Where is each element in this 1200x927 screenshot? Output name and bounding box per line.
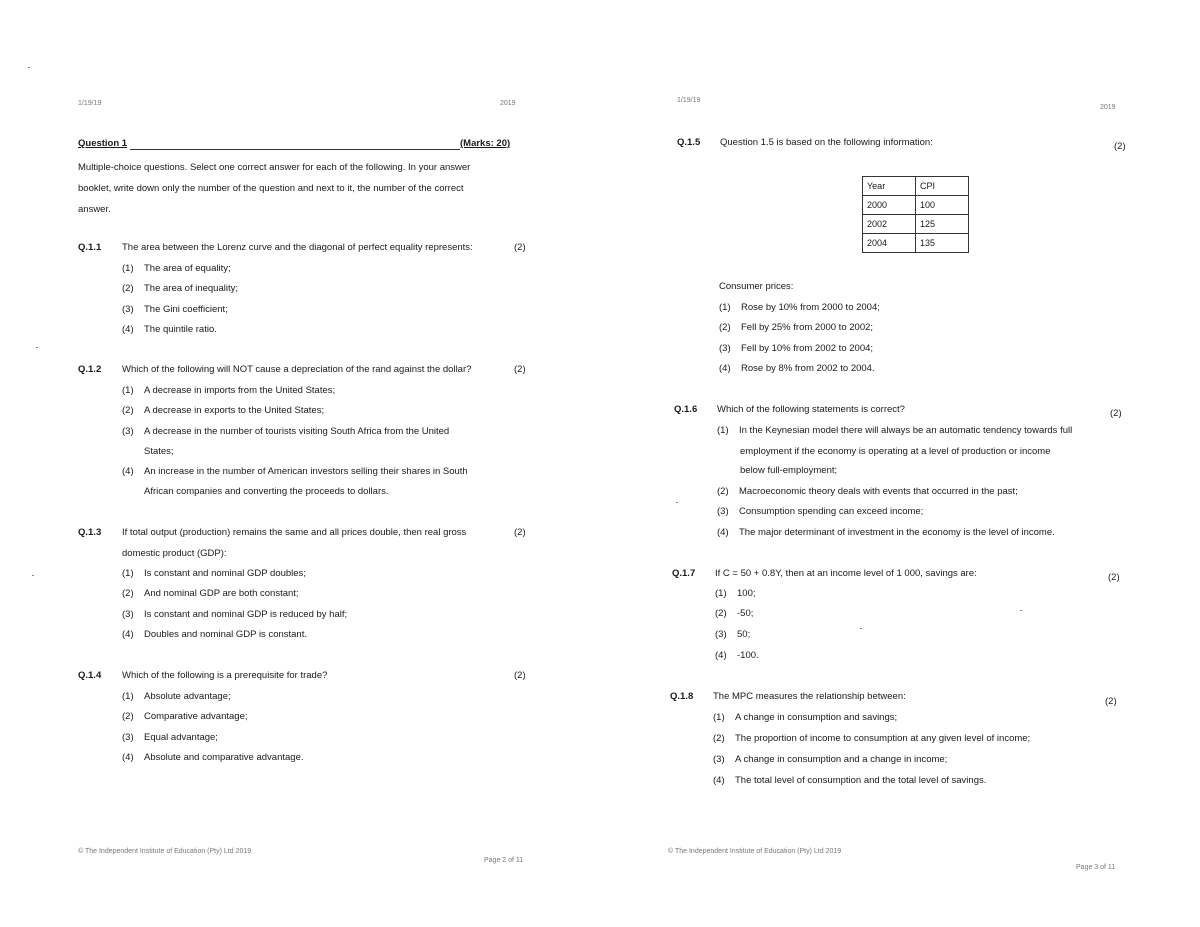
right-footer-page: Page 3 of 11 <box>1076 864 1116 871</box>
answer-option: (2) -50; <box>715 608 754 619</box>
left-footer-copyright: © The Independent Institute of Education (Pty) Ltd 2019 <box>78 848 252 855</box>
table-header-cell: Year <box>863 177 916 196</box>
question-marks: (2) <box>1114 141 1126 152</box>
answer-option-continuation: employment if the economy is operating at a level of production or income <box>740 446 1051 457</box>
answer-option: (4) -100. <box>715 650 759 661</box>
question-stem: Consumer prices: <box>719 281 794 292</box>
table-header-row <box>863 177 969 196</box>
question-marks: (2) <box>1108 572 1120 583</box>
question-text: The area between the Lorenz curve and the diagonal of perfect equality represents: <box>122 242 473 253</box>
question-number: Q.1.6 <box>674 404 698 415</box>
section-marks: (Marks: 20) <box>460 138 511 149</box>
answer-option: (3) Fell by 10% from 2002 to 2004; <box>719 343 874 354</box>
answer-option: (2) And nominal GDP are both constant; <box>122 588 299 599</box>
answer-option: (1) The area of equality; <box>122 263 231 274</box>
answer-option: (4) The major determinant of investment in the economy is the level of income. <box>717 527 1055 538</box>
answer-option: (1) Absolute advantage; <box>122 691 231 702</box>
question-number: Q.1.7 <box>672 568 696 579</box>
scan-speck <box>676 502 678 503</box>
answer-option: (3) Is constant and nominal GDP is reduced by half; <box>122 609 348 620</box>
question-marks: (2) <box>1110 408 1122 419</box>
scan-speck <box>32 575 34 576</box>
question-text: Which of the following statements is correct? <box>717 404 905 415</box>
question-number: Q.1.3 <box>78 527 102 538</box>
answer-option: (4) An increase in the number of American investors selling their shares in South <box>122 466 468 477</box>
instructions-line: booklet, write down only the number of the question and next to it, the number of the correct <box>78 183 464 194</box>
section-title: Question 1 <box>78 138 128 149</box>
answer-option: (4) Doubles and nominal GDP is constant. <box>122 629 307 640</box>
table-cell: 100 <box>916 196 969 215</box>
table-row <box>863 215 969 234</box>
table-cell: 2004 <box>863 234 916 253</box>
answer-option: (1) A change in consumption and savings; <box>713 712 898 723</box>
answer-option: (3) A change in consumption and a change in income; <box>713 754 948 765</box>
answer-option: (1) Is constant and nominal GDP doubles; <box>122 568 306 579</box>
scan-speck <box>36 347 38 348</box>
question-marks: (2) <box>514 670 526 681</box>
scan-speck <box>1020 610 1022 611</box>
answer-option: (3) The Gini coefficient; <box>122 304 228 315</box>
answer-option: (2) A decrease in exports to the United States; <box>122 405 325 416</box>
question-text: Which of the following will NOT cause a depreciation of the rand against the dollar? <box>122 364 472 375</box>
answer-option-continuation: African companies and converting the proceeds to dollars. <box>144 486 389 497</box>
table-header-cell: CPI <box>916 177 969 196</box>
answer-option: (3) 50; <box>715 629 751 640</box>
right-footer-copyright: © The Independent Institute of Education (Pty) Ltd 2019 <box>668 848 842 855</box>
right-header-year: 2019 <box>1100 104 1116 111</box>
answer-option: (2) The proportion of income to consumption at any given level of income; <box>713 733 1031 744</box>
question-text: The MPC measures the relationship between: <box>713 691 906 702</box>
answer-option-continuation: below full-employment; <box>740 465 838 476</box>
instructions-line: Multiple-choice questions. Select one correct answer for each of the following. In your answer <box>78 162 471 173</box>
table-row <box>863 234 969 253</box>
answer-option: (3) A decrease in the number of tourists visiting South Africa from the United <box>122 426 450 437</box>
answer-option-continuation: States; <box>144 446 174 457</box>
answer-option: (1) In the Keynesian model there will always be an automatic tendency towards full <box>717 425 1073 436</box>
question-number: Q.1.1 <box>78 242 102 253</box>
table-cell: 125 <box>916 215 969 234</box>
answer-option: (1) A decrease in imports from the United States; <box>122 385 336 396</box>
question-number: Q.1.5 <box>677 137 701 148</box>
question-number: Q.1.4 <box>78 670 102 681</box>
answer-option: (1) 100; <box>715 588 756 599</box>
answer-option: (3) Consumption spending can exceed income; <box>717 506 924 517</box>
right-header-date: 1/19/19 <box>677 97 701 104</box>
answer-option: (4) Rose by 8% from 2002 to 2004. <box>719 363 875 374</box>
question-text: Which of the following is a prerequisite for trade? <box>122 670 328 681</box>
answer-option: (2) Macroeconomic theory deals with events that occurred in the past; <box>717 486 1018 497</box>
question-text: If C = 50 + 0.8Y, then at an income level of 1 000, savings are: <box>715 568 977 579</box>
question-marks: (2) <box>514 364 526 375</box>
table-row <box>863 196 969 215</box>
answer-option: (2) Fell by 25% from 2000 to 2002; <box>719 322 874 333</box>
instructions-line: answer. <box>78 204 111 215</box>
question-number: Q.1.8 <box>670 691 694 702</box>
answer-option: (2) The area of inequality; <box>122 283 239 294</box>
answer-option: (4) The quintile ratio. <box>122 324 217 335</box>
table-cell: 2000 <box>863 196 916 215</box>
question-text-continuation: domestic product (GDP): <box>122 548 227 559</box>
left-footer-page: Page 2 of 11 <box>484 857 524 864</box>
answer-option: (2) Comparative advantage; <box>122 711 248 722</box>
answer-option: (1) Rose by 10% from 2000 to 2004; <box>719 302 880 313</box>
answer-option: (4) Absolute and comparative advantage. <box>122 752 304 763</box>
answer-option: (4) The total level of consumption and the total level of savings. <box>713 775 987 786</box>
table-cell: 135 <box>916 234 969 253</box>
scan-speck <box>860 628 862 629</box>
table-cell: 2002 <box>863 215 916 234</box>
question-marks: (2) <box>514 527 526 538</box>
title-underline <box>130 149 460 150</box>
instructions <box>78 157 470 220</box>
scan-speck <box>28 67 30 68</box>
question-text: If total output (production) remains the same and all prices double, then real gross <box>122 527 467 538</box>
left-header-date: 1/19/19 <box>78 100 102 107</box>
question-marks: (2) <box>1105 696 1117 707</box>
question-marks: (2) <box>514 242 526 253</box>
answer-option: (3) Equal advantage; <box>122 732 218 743</box>
left-header-year: 2019 <box>500 100 516 107</box>
cpi-table <box>862 176 969 253</box>
question-text: Question 1.5 is based on the following information: <box>720 137 933 148</box>
question-number: Q.1.2 <box>78 364 102 375</box>
